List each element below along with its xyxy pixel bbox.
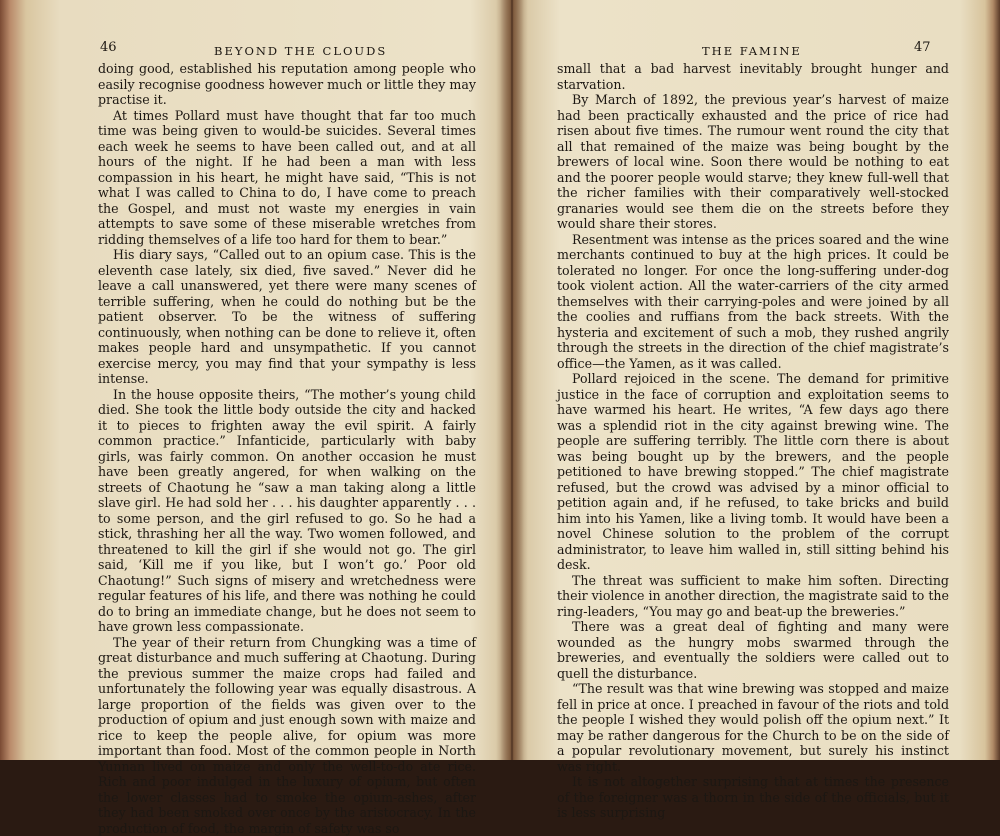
page-number: 47: [914, 40, 931, 55]
right-page: [512, 0, 1000, 760]
paragraph: It is not altogether surprising that at times the presence of the foreigner was a thorn in the side of the officials, but it is less surprising: [557, 774, 949, 821]
paragraph: small that a bad harvest inevitably brought hunger and starvation.: [557, 61, 949, 92]
paragraph: By March of 1892, the previous year’s harvest of maize had been practically exhausted and the price of rice had risen about five times. The rumour went round the city that all that remained of the maize was being bought by the brewers of local wine. Soon there would be nothing to eat and the poorer people would starve; they knew full-well that the richer families with their comparatively well-stocked granaries would see them die on the streets before they would share their stores.: [557, 92, 949, 232]
paragraph: In the house opposite theirs, “The mother’s young child died. She took the little body outside the city and hacked it to pieces to frighten away the evil spirit. A fairly common practice.” Infanticide, particularly with baby girls, was fairly common. On another occasion he must have been greatly angered, for when walking on the streets of Chaotung he “saw a man taking along a little slave girl. He had sold her . . . his daughter apparently . . . to some person, and the girl refused to go. So he had a stick, thrashing her all the way. Two women followed, and threatened to kill the girl if she would not go. The girl said, ‘Kill me if you like, but I won’t go.’ Poor old Chaotung!” Such signs of misery and wretchedness were regular features of his life, and there was nothing he could do to bring an immediate change, but he does not seem to have grown less compassionate.: [98, 387, 476, 635]
paragraph: “The result was that wine brewing was stopped and maize fell in price at once. I preached in favour of the riots and told the people I wished they would polish off the opium next.” It may be rather dangerous for the Church to be on the side of a popular revolutionary movement, but surely his instinct was right.: [557, 681, 949, 774]
paragraph: doing good, established his reputation among people who easily recognise goodness however much or little they may practise it.: [98, 61, 476, 108]
left-page: [0, 0, 512, 760]
page-number: 46: [100, 40, 117, 55]
paragraph: His diary says, “Called out to an opium case. This is the eleventh case lately, six died, five saved.” Never did he leave a call unanswered, yet there were many scenes of terrible suffering, when he could do nothing but be the patient observer. To be the witness of suffering continuously, when nothing can be done to relieve it, often makes people hard and unsympathetic. If you cannot exercise mercy, you may find that your sympathy is less intense.: [98, 247, 476, 387]
paragraph: There was a great deal of fighting and many were wounded as the hungry mobs swarmed through the breweries, and eventually the soldiers were called out to quell the disturbance.: [557, 619, 949, 681]
body-text: [557, 61, 949, 821]
paragraph: The year of their return from Chungking was a time of great disturbance and much suffering at Chaotung. During the previous summer the maize crops had failed and unfortunately the following year was equally disastrous. A large proportion of the fields was given over to the production of opium and just enough sown with maize and rice to keep the people alive, for opium was more important than food. Most of the common people in North Yunnan lived on maize and only the well-to-do ate rice. Rich and poor indulged in the luxury of opium, but often the lower classes had to smoke the opium-ashes, after they had been smoked over once by the aristocracy. In the production of food, the margin of safety was so: [98, 635, 476, 836]
paragraph: Pollard rejoiced in the scene. The demand for primitive justice in the face of corruption and exploitation seems to have warmed his heart. He writes, “A few days ago there was a splendid riot in the city against brewing wine. The people are suffering terribly. The little corn there is about was being bought up by the brewers, and the people petitioned to have brewing stopped.” The chief magistrate refused, but the crowd was advised by a minor official to petition again and, if he refused, to take bricks and build him into his Yamen, like a living tomb. It would have been a novel Chinese solution to the problem of the corrupt administrator, to leave him walled in, still sitting behind his desk.: [557, 371, 949, 573]
paragraph: At times Pollard must have thought that far too much time was being given to would-be suicides. Several times each week he seems to have been called out, and at all hours of the night. If he had been a man with less compassion in his heart, he might have said, “This is not what I was called to China to do, I have come to preach the Gospel, and must not waste my energies in vain attempts to save some of these miserable wretches from ridding themselves of a life too hard for them to bear.”: [98, 108, 476, 248]
paragraph: The threat was sufficient to make him soften. Directing their violence in another direction, the magistrate said to the ring-leaders, “You may go and beat-up the breweries.”: [557, 573, 949, 620]
running-head: BEYOND THE CLOUDS: [214, 44, 387, 58]
running-head: THE FAMINE: [702, 44, 802, 58]
body-text: [98, 61, 476, 836]
paragraph: Resentment was intense as the prices soared and the wine merchants continued to buy at the high prices. It could be tolerated no longer. For once the long-suffering under-dog took violent action. All the water-carriers of the city armed themselves with their carrying-poles and were joined by all the coolies and ruffians from the back streets. With the hysteria and excitement of such a mob, they rushed angrily through the streets in the direction of the chief magistrate’s office—the Yamen, as it was called.: [557, 232, 949, 372]
